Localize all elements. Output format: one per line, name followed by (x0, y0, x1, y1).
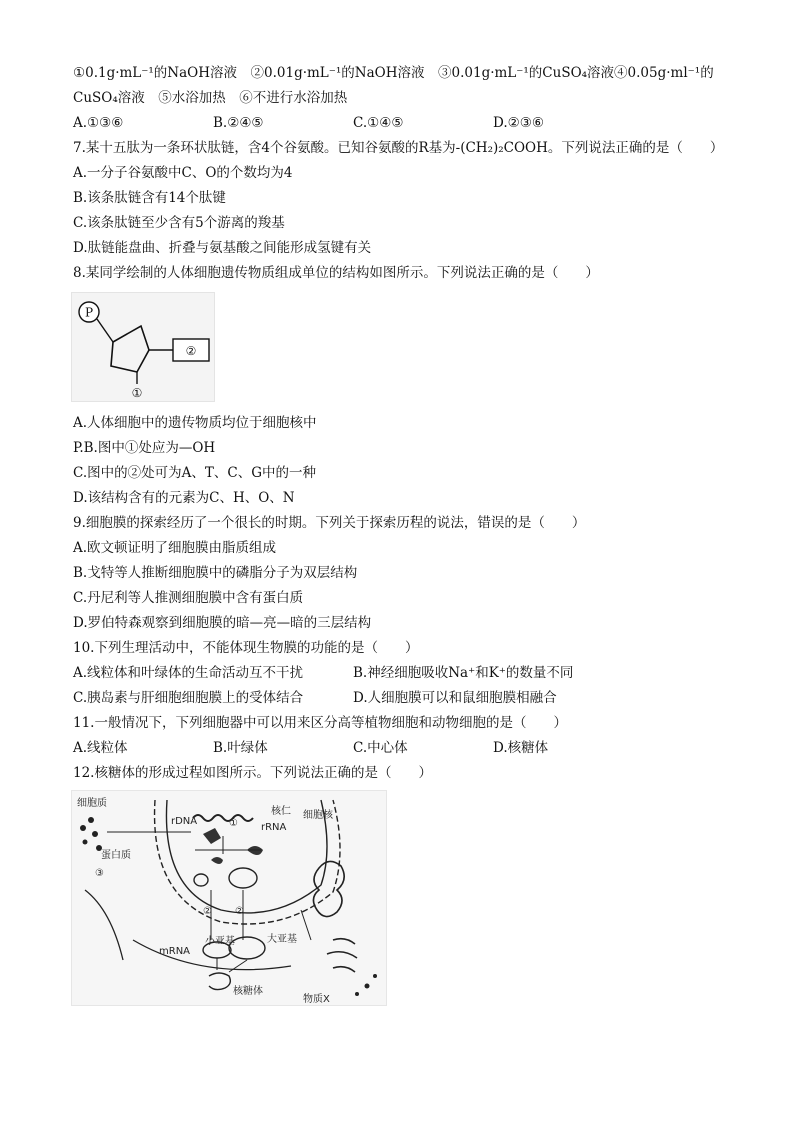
base-label: ② (185, 344, 197, 358)
q11-choice-c: C.中心体 (353, 740, 408, 756)
label-step-2b: ② (235, 906, 244, 917)
label-cytoplasm: 细胞质 (77, 798, 107, 809)
q6-choice-b: B.②④⑤ (213, 115, 264, 131)
label-small-subunit: 小亚基 (205, 936, 235, 947)
q6-options-line-1: ①0.1g·mL⁻¹的NaOH溶液 ②0.01g·mL⁻¹的NaOH溶液 ③0.01g·mL⁻¹的CuSO₄溶液④0.05g·ml⁻¹的 (73, 65, 714, 81)
q8-stem: 8.某同学绘制的人体细胞遗传物质组成单位的结构如图所示。下列说法正确的是（ ） (73, 265, 599, 281)
label-nucleolus: 核仁 (271, 806, 291, 817)
q6-choice-d: D.②③⑥ (493, 115, 544, 131)
q7-choice-b: B.该条肽链含有14个肽键 (73, 190, 226, 206)
q7-stem: 7.某十五肽为一条环状肽链，含4个谷氨酸。已知谷氨酸的R基为-(CH₂)₂COOH。下列说法正确的是（ ） (73, 140, 724, 156)
q9-choice-a: A.欧文顿证明了细胞膜由脂质组成 (73, 540, 277, 556)
label-substance-x: 物质X (303, 994, 330, 1005)
label-step-1: ① (229, 818, 238, 829)
q6-options-line-2: CuSO₄溶液 ⑤水浴加热 ⑥不进行水浴加热 (73, 90, 348, 106)
q10-choice-d: D.人细胞膜可以和鼠细胞膜相融合 (353, 690, 557, 706)
q10-stem: 10.下列生理活动中，不能体现生物膜的功能的是（ ） (73, 640, 419, 656)
q11-choice-b: B.叶绿体 (213, 740, 268, 756)
q9-choice-d: D.罗伯特森观察到细胞膜的暗—亮—暗的三层结构 (73, 615, 372, 631)
q7-choice-c: C.该条肽链至少含有5个游离的羧基 (73, 215, 285, 231)
q11-choice-a: A.线粒体 (73, 740, 128, 756)
nucleotide-figure (71, 292, 215, 402)
q11-stem: 11.一般情况下，下列细胞器中可以用来区分高等植物细胞和动物细胞的是（ ） (73, 715, 567, 731)
label-rdna: rDNA (171, 816, 198, 827)
label-mrna: mRNA (159, 946, 191, 957)
label-step-3: ③ (95, 868, 104, 879)
label-protein: 蛋白质 (101, 850, 131, 861)
q6-choice-c: C.①④⑤ (353, 115, 404, 131)
label-ribosome: 核糖体 (233, 986, 263, 997)
q6-choice-a: A.①③⑥ (73, 115, 124, 131)
label-rrna: rRNA (261, 822, 287, 833)
q8-choice-d: D.该结构含有的元素为C、H、O、N (73, 490, 295, 506)
label-large-subunit: 大亚基 (267, 934, 297, 945)
q7-choice-d: D.肽链能盘曲、折叠与氨基酸之间能形成氢键有关 (73, 240, 372, 256)
q11-choice-d: D.核糖体 (493, 740, 549, 756)
q9-stem: 9.细胞膜的探索经历了一个很长的时期。下列关于探索历程的说法，错误的是（ ） (73, 515, 586, 531)
q10-choice-a: A.线粒体和叶绿体的生命活动互不干扰 (73, 665, 304, 681)
q8-choice-a: A.人体细胞中的遗传物质均位于细胞核中 (73, 415, 317, 431)
carbon-position-label: ① (131, 386, 143, 400)
q10-choice-c: C.胰岛素与肝细胞细胞膜上的受体结合 (73, 690, 304, 706)
label-step-2a: ② (203, 906, 212, 917)
q7-choice-a: A.一分子谷氨酸中C、O的个数均为4 (73, 165, 293, 181)
label-nucleus: 细胞核 (303, 810, 333, 821)
q9-choice-c: C.丹尼利等人推测细胞膜中含有蛋白质 (73, 590, 304, 606)
q8-choice-c: C.图中的②处可为A、T、C、G中的一种 (73, 465, 317, 481)
q12-stem: 12.核糖体的形成过程如图所示。下列说法正确的是（ ） (73, 765, 432, 781)
phosphate-label: P (84, 305, 94, 320)
q8-choice-b: P.B.图中①处应为—OH (73, 440, 216, 456)
q10-choice-b: B.神经细胞吸收Na⁺和K⁺的数量不同 (353, 665, 574, 681)
ribosome-formation-figure (71, 790, 387, 1006)
q9-choice-b: B.戈特等人推断细胞膜中的磷脂分子为双层结构 (73, 565, 358, 581)
